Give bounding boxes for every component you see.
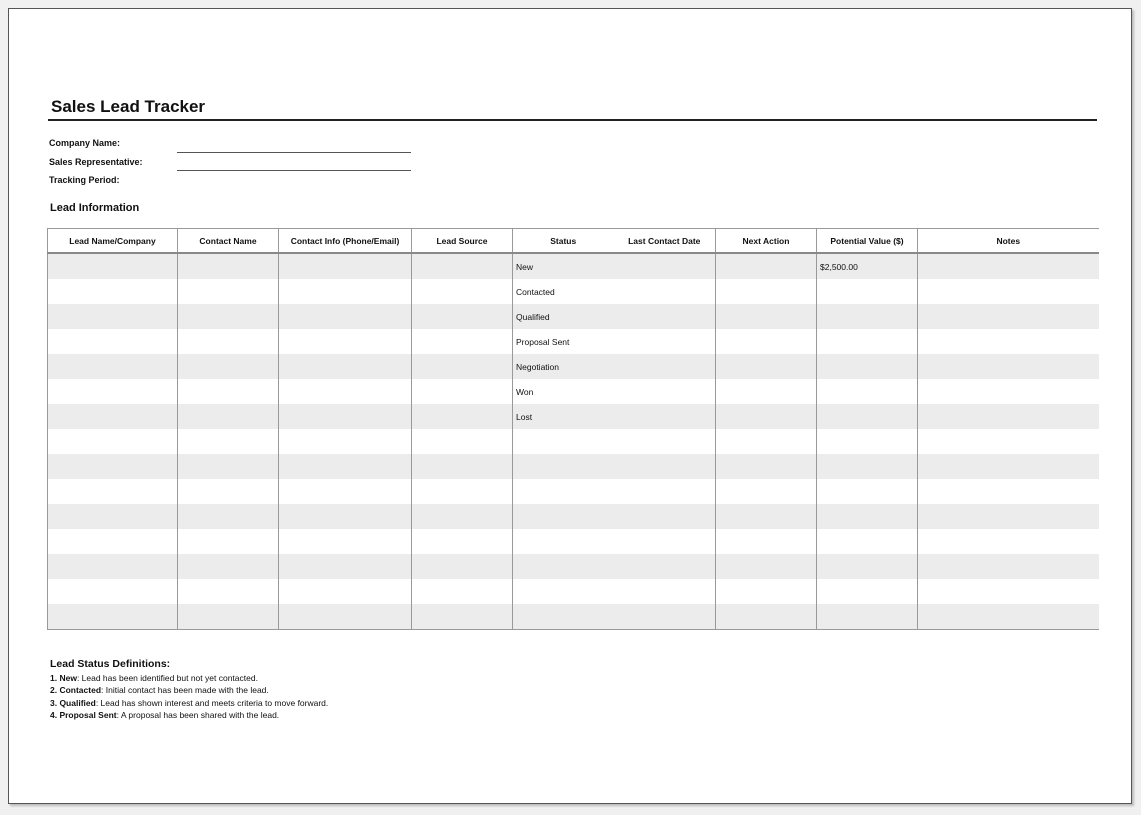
cell-contact-info[interactable] (279, 379, 412, 404)
cell-next-action[interactable] (716, 479, 817, 504)
cell-lead-name[interactable] (48, 329, 178, 354)
cell-notes[interactable] (918, 379, 1099, 404)
cell-last-contact-date[interactable] (614, 429, 716, 454)
cell-contact-info[interactable] (279, 279, 412, 304)
cell-lead-name[interactable] (48, 454, 178, 479)
cell-lead-name[interactable] (48, 379, 178, 404)
cell-lead-name[interactable] (48, 253, 178, 279)
cell-notes[interactable] (918, 479, 1099, 504)
cell-potential-value[interactable] (817, 354, 918, 379)
cell-next-action[interactable] (716, 404, 817, 429)
sales-rep-label: Sales Representative: (49, 157, 143, 167)
cell-lead-name[interactable] (48, 604, 178, 630)
table-row (48, 404, 1099, 429)
header-last-contact-date: Last Contact Date (614, 229, 716, 254)
cell-contact-name[interactable] (178, 454, 279, 479)
header-status: Status (513, 229, 614, 254)
cell-next-action[interactable] (716, 554, 817, 579)
cell-notes[interactable] (918, 253, 1099, 279)
cell-potential-value[interactable] (817, 529, 918, 554)
cell-last-contact-date[interactable] (614, 554, 716, 579)
definition-item (50, 709, 328, 721)
cell-notes[interactable] (918, 454, 1099, 479)
cell-lead-source[interactable] (412, 329, 513, 354)
cell-potential-value[interactable] (817, 554, 918, 579)
table-row (48, 529, 1099, 554)
cell-contact-info[interactable] (279, 454, 412, 479)
cell-next-action[interactable] (716, 529, 817, 554)
cell-potential-value[interactable] (817, 329, 918, 354)
cell-last-contact-date[interactable] (614, 604, 716, 630)
cell-contact-name[interactable] (178, 304, 279, 329)
cell-last-contact-date[interactable] (614, 354, 716, 379)
cell-contact-info[interactable] (279, 479, 412, 504)
cell-contact-name[interactable] (178, 379, 279, 404)
cell-contact-name[interactable] (178, 329, 279, 354)
cell-contact-name[interactable] (178, 253, 279, 279)
definition-text: : Lead has been identified but not yet contacted. (76, 673, 258, 683)
cell-status[interactable]: Contacted (513, 279, 614, 304)
cell-next-action[interactable] (716, 329, 817, 354)
cell-status[interactable]: Proposal Sent (513, 329, 614, 354)
cell-notes[interactable] (918, 329, 1099, 354)
cell-notes[interactable] (918, 504, 1099, 529)
cell-lead-source[interactable] (412, 554, 513, 579)
table-row (48, 304, 1099, 329)
cell-potential-value[interactable] (817, 429, 918, 454)
cell-contact-info[interactable] (279, 304, 412, 329)
cell-contact-name[interactable] (178, 604, 279, 630)
sales-rep-field[interactable] (177, 170, 411, 171)
cell-status[interactable]: Qualified (513, 304, 614, 329)
cell-contact-name[interactable] (178, 429, 279, 454)
cell-lead-name[interactable] (48, 579, 178, 604)
cell-lead-name[interactable] (48, 354, 178, 379)
table-row (48, 279, 1099, 304)
cell-lead-source[interactable] (412, 504, 513, 529)
cell-contact-info[interactable] (279, 504, 412, 529)
cell-last-contact-date[interactable] (614, 404, 716, 429)
spreadsheet-page (8, 8, 1132, 804)
cell-lead-source[interactable] (412, 304, 513, 329)
cell-notes[interactable] (918, 279, 1099, 304)
cell-lead-source[interactable] (412, 404, 513, 429)
lead-information-heading: Lead Information (50, 202, 140, 214)
company-name-field[interactable] (177, 152, 411, 153)
cell-status[interactable] (513, 529, 614, 554)
cell-potential-value[interactable] (817, 579, 918, 604)
cell-lead-name[interactable] (48, 554, 178, 579)
title-underline (48, 119, 1097, 121)
cell-lead-source[interactable] (412, 579, 513, 604)
cell-lead-source[interactable] (412, 253, 513, 279)
cell-contact-name[interactable] (178, 479, 279, 504)
definition-item (50, 672, 328, 684)
cell-potential-value[interactable]: $2,500.00 (817, 253, 918, 279)
cell-lead-name[interactable] (48, 429, 178, 454)
cell-next-action[interactable] (716, 253, 817, 279)
definition-term: 4. Proposal Sent (50, 709, 117, 720)
cell-contact-name[interactable] (178, 504, 279, 529)
cell-status[interactable]: Negotiation (513, 354, 614, 379)
cell-lead-name[interactable] (48, 529, 178, 554)
cell-last-contact-date[interactable] (614, 329, 716, 354)
header-lead-source: Lead Source (412, 229, 513, 254)
definitions-list (50, 672, 328, 721)
cell-last-contact-date[interactable] (614, 279, 716, 304)
cell-contact-info[interactable] (279, 554, 412, 579)
cell-last-contact-date[interactable] (614, 479, 716, 504)
definition-text: : A proposal has been shared with the lead. (116, 709, 280, 720)
definition-term: 1. New (50, 673, 77, 683)
cell-contact-name[interactable] (178, 529, 279, 554)
cell-contact-name[interactable] (178, 404, 279, 429)
cell-status[interactable] (513, 479, 614, 504)
definition-item (50, 684, 328, 696)
cell-potential-value[interactable] (817, 404, 918, 429)
cell-status[interactable] (513, 554, 614, 579)
cell-potential-value[interactable] (817, 604, 918, 630)
header-contact-info: Contact Info (Phone/Email) (279, 229, 412, 254)
cell-next-action[interactable] (716, 279, 817, 304)
table-row (48, 454, 1099, 479)
definition-text: : Initial contact has been made with the lead. (101, 685, 269, 696)
cell-status[interactable] (513, 429, 614, 454)
cell-lead-name[interactable] (48, 304, 178, 329)
cell-lead-source[interactable] (412, 479, 513, 504)
cell-last-contact-date[interactable] (614, 304, 716, 329)
cell-potential-value[interactable] (817, 479, 918, 504)
cell-notes[interactable] (918, 529, 1099, 554)
cell-last-contact-date[interactable] (614, 454, 716, 479)
header-next-action: Next Action (716, 229, 817, 254)
cell-lead-source[interactable] (412, 354, 513, 379)
cell-contact-info[interactable] (279, 579, 412, 604)
cell-contact-info[interactable] (279, 253, 412, 279)
table-row (48, 429, 1099, 454)
cell-contact-info[interactable] (279, 404, 412, 429)
header-potential-value: Potential Value ($) (817, 229, 918, 254)
header-lead-name: Lead Name/Company (48, 229, 178, 254)
cell-last-contact-date[interactable] (614, 579, 716, 604)
cell-next-action[interactable] (716, 604, 817, 630)
cell-lead-source[interactable] (412, 379, 513, 404)
cell-next-action[interactable] (716, 454, 817, 479)
cell-lead-source[interactable] (412, 279, 513, 304)
cell-potential-value[interactable] (817, 379, 918, 404)
cell-potential-value[interactable] (817, 279, 918, 304)
cell-last-contact-date[interactable] (614, 379, 716, 404)
cell-lead-name[interactable] (48, 279, 178, 304)
cell-lead-name[interactable] (48, 504, 178, 529)
cell-contact-info[interactable] (279, 604, 412, 630)
cell-notes[interactable] (918, 604, 1099, 630)
cell-last-contact-date[interactable] (614, 504, 716, 529)
cell-status[interactable] (513, 504, 614, 529)
table-row (48, 379, 1099, 404)
tracking-period-label: Tracking Period: (49, 175, 120, 185)
cell-notes[interactable] (918, 404, 1099, 429)
cell-contact-info[interactable] (279, 354, 412, 379)
table-header-row (48, 229, 1099, 254)
cell-contact-info[interactable] (279, 329, 412, 354)
cell-potential-value[interactable] (817, 504, 918, 529)
definitions-title: Lead Status Definitions: (50, 658, 171, 670)
table-row (48, 479, 1099, 504)
cell-next-action[interactable] (716, 304, 817, 329)
cell-next-action[interactable] (716, 579, 817, 604)
cell-last-contact-date[interactable] (614, 253, 716, 279)
company-name-label: Company Name: (49, 138, 121, 148)
cell-status[interactable]: Won (513, 379, 614, 404)
table-row (48, 354, 1099, 379)
cell-last-contact-date[interactable] (614, 529, 716, 554)
table-row (48, 579, 1099, 604)
cell-potential-value[interactable] (817, 304, 918, 329)
cell-notes[interactable] (918, 354, 1099, 379)
definition-text: : Lead has shown interest and meets criteria to move forward. (95, 697, 329, 708)
definition-term: 3. Qualified (50, 697, 96, 708)
cell-status[interactable] (513, 604, 614, 630)
cell-contact-info[interactable] (279, 429, 412, 454)
cell-notes[interactable] (918, 304, 1099, 329)
cell-contact-info[interactable] (279, 529, 412, 554)
cell-contact-name[interactable] (178, 354, 279, 379)
cell-notes[interactable] (918, 429, 1099, 454)
cell-status[interactable]: Lost (513, 404, 614, 429)
cell-next-action[interactable] (716, 504, 817, 529)
cell-lead-source[interactable] (412, 454, 513, 479)
table-row (48, 253, 1099, 279)
cell-contact-name[interactable] (178, 279, 279, 304)
lead-table (47, 228, 1099, 630)
cell-lead-source[interactable] (412, 429, 513, 454)
header-contact-name: Contact Name (178, 229, 279, 254)
cell-lead-name[interactable] (48, 404, 178, 429)
table-row (48, 504, 1099, 529)
cell-potential-value[interactable] (817, 454, 918, 479)
cell-next-action[interactable] (716, 429, 817, 454)
cell-status[interactable] (513, 579, 614, 604)
table-row (48, 329, 1099, 354)
header-notes: Notes (918, 229, 1099, 254)
cell-status[interactable]: New (513, 253, 614, 279)
cell-notes[interactable] (918, 579, 1099, 604)
cell-next-action[interactable] (716, 354, 817, 379)
cell-lead-name[interactable] (48, 479, 178, 504)
cell-next-action[interactable] (716, 379, 817, 404)
definition-term: 2. Contacted (50, 685, 102, 696)
table-row (48, 554, 1099, 579)
page-title: Sales Lead Tracker (51, 97, 206, 116)
definition-item (50, 697, 328, 709)
table-row (48, 604, 1099, 630)
cell-lead-source[interactable] (412, 529, 513, 554)
cell-contact-name[interactable] (178, 554, 279, 579)
cell-contact-name[interactable] (178, 579, 279, 604)
cell-lead-source[interactable] (412, 604, 513, 630)
cell-status[interactable] (513, 454, 614, 479)
cell-notes[interactable] (918, 554, 1099, 579)
